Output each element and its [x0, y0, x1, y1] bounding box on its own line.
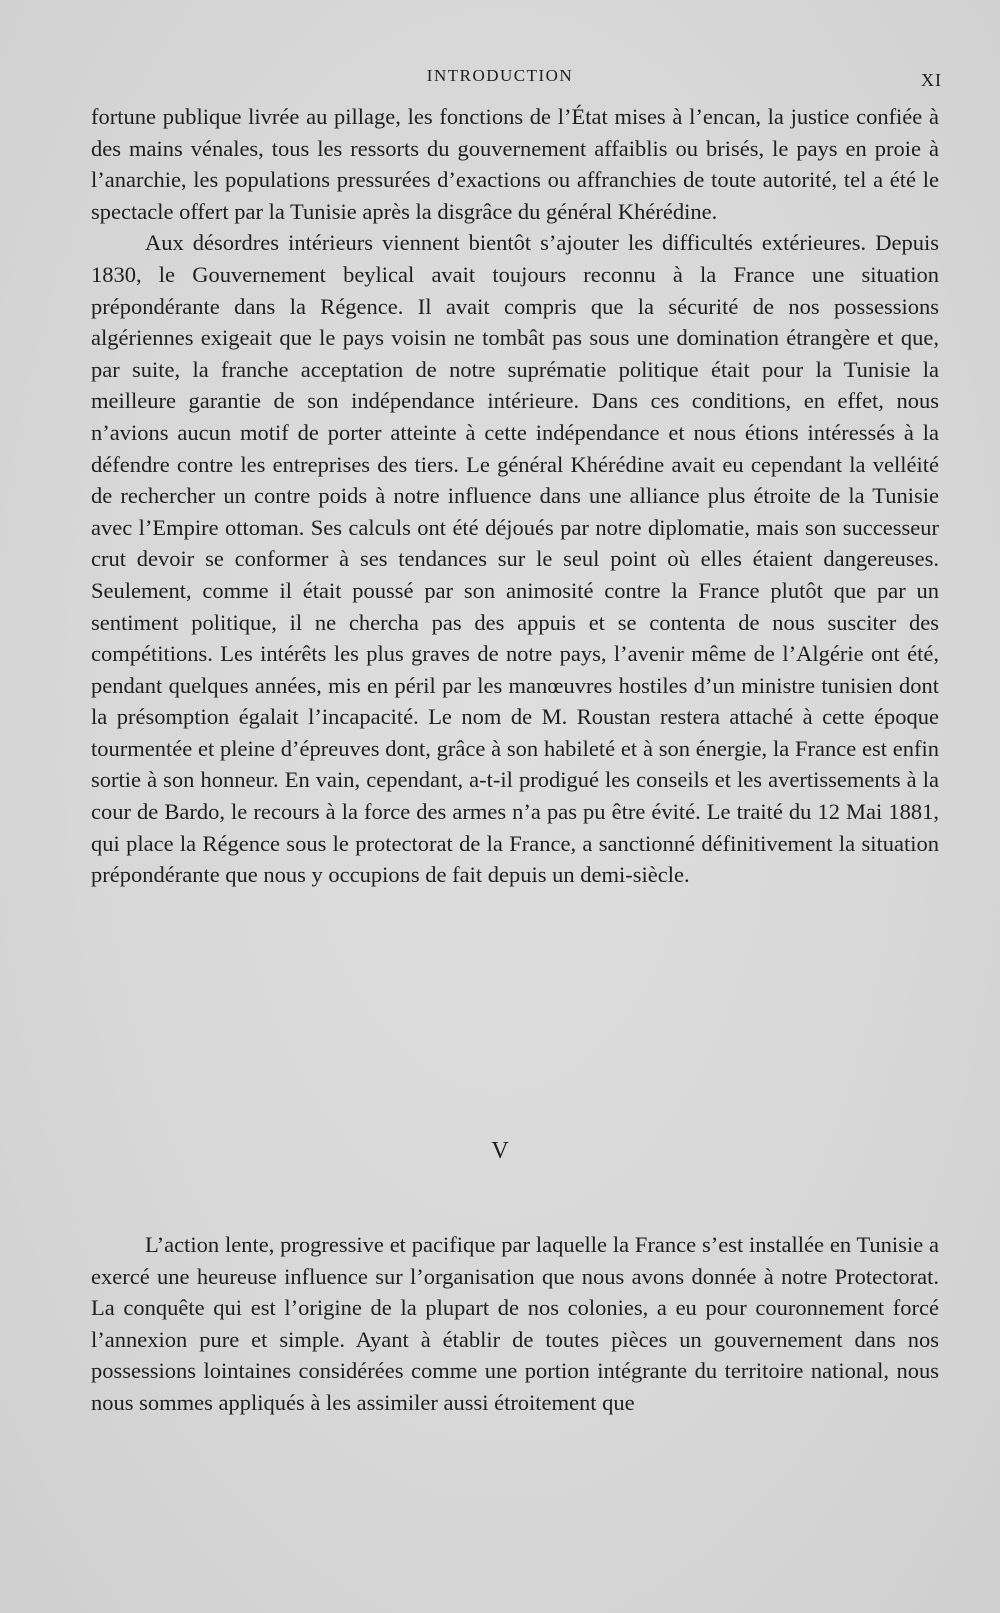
paragraph: L’action lente, progressive et pacifique par laquelle la France s’est installée en Tunisie a exercé une heureuse influence sur l’organisation que nous avons donnée à notre Protectorat. La conquête qui est l’origine de la plupart de nos colonies, a eu pour couronnement forcé l’annexion pure et simple. Ayant à établir de toutes pièces un gouvernement dans nos possessions lointaines considérées comme une portion intégrante du territoire national, nous nous sommes appliqués à les assimiler aussi étroitement que	[91, 1232, 939, 1415]
text-block-section	[91, 1229, 939, 1419]
paragraph-continued: fortune publique livrée au pillage, les fonctions de l’État mises à l’encan, la justice confiée à des mains vénales, tous les ressorts du gouvernement affaiblis ou brisés, le pays en proie à l’anarchie, les populations pressurées d’exactions ou affranchies de toute autorité, tel a été le spectacle offert par la Tunisie après la disgrâce du général Khérédine.	[91, 104, 939, 224]
paragraph: Aux désordres intérieurs viennent bientôt s’ajouter les difficultés extérieures. Depuis 1830, le Gouvernement beylical avait toujours reconnu à la France une situation prépondérante dans la Régence. Il avait compris que la sécurité de nos possessions algériennes exigeait que le pays voisin ne tombât pas sous une domination étrangère et que, par suite, la franche acceptation de notre suprématie politique était pour la Tunisie la meilleure garantie de son indépendance intérieure. Dans ces conditions, en effet, nous n’avions aucun motif de porter atteinte à cette indépendance et nous étions intéressés à la défendre contre les entreprises des tiers. Le général Khérédine avait eu cependant la velléité de rechercher un contre poids à notre influence dans une alliance plus étroite de la Tunisie avec l’Empire ottoman. Ses calculs ont été déjoués par notre diplomatie, mais son successeur crut devoir se conformer à ses tendances sur le seul point où elles étaient dangereuses. Seulement, comme il était poussé par son animosité contre la France plutôt que par un sentiment politique, il ne chercha pas des appuis et se contenta de nous susciter des compétitions. Les intérêts les plus graves de notre pays, l’avenir même de l’Algérie ont été, pendant quelques années, mis en péril par les manœuvres hostiles d’un ministre tunisien dont la présomption égalait l’incapacité. Le nom de M. Roustan restera attaché à cette époque tourmentée et pleine d’épreuves dont, grâce à son habileté et à son énergie, la France est enfin sortie à son honneur. En vain, cependant, a-t-il prodigué les conseils et les avertissements à la cour de Bardo, le recours à la force des armes n’a pas pu être évité. Le traité du 12 Mai 1881, qui place la Régence sous le protectorat de la France, a sanctionné définitivement la situation prépondérante que nous y occupions de fait depuis un demi-siècle.	[91, 230, 939, 888]
running-title: INTRODUCTION	[426, 66, 574, 85]
text-block-top	[91, 101, 939, 891]
section-heading: V	[491, 1138, 509, 1164]
page-number: XI	[921, 70, 942, 90]
